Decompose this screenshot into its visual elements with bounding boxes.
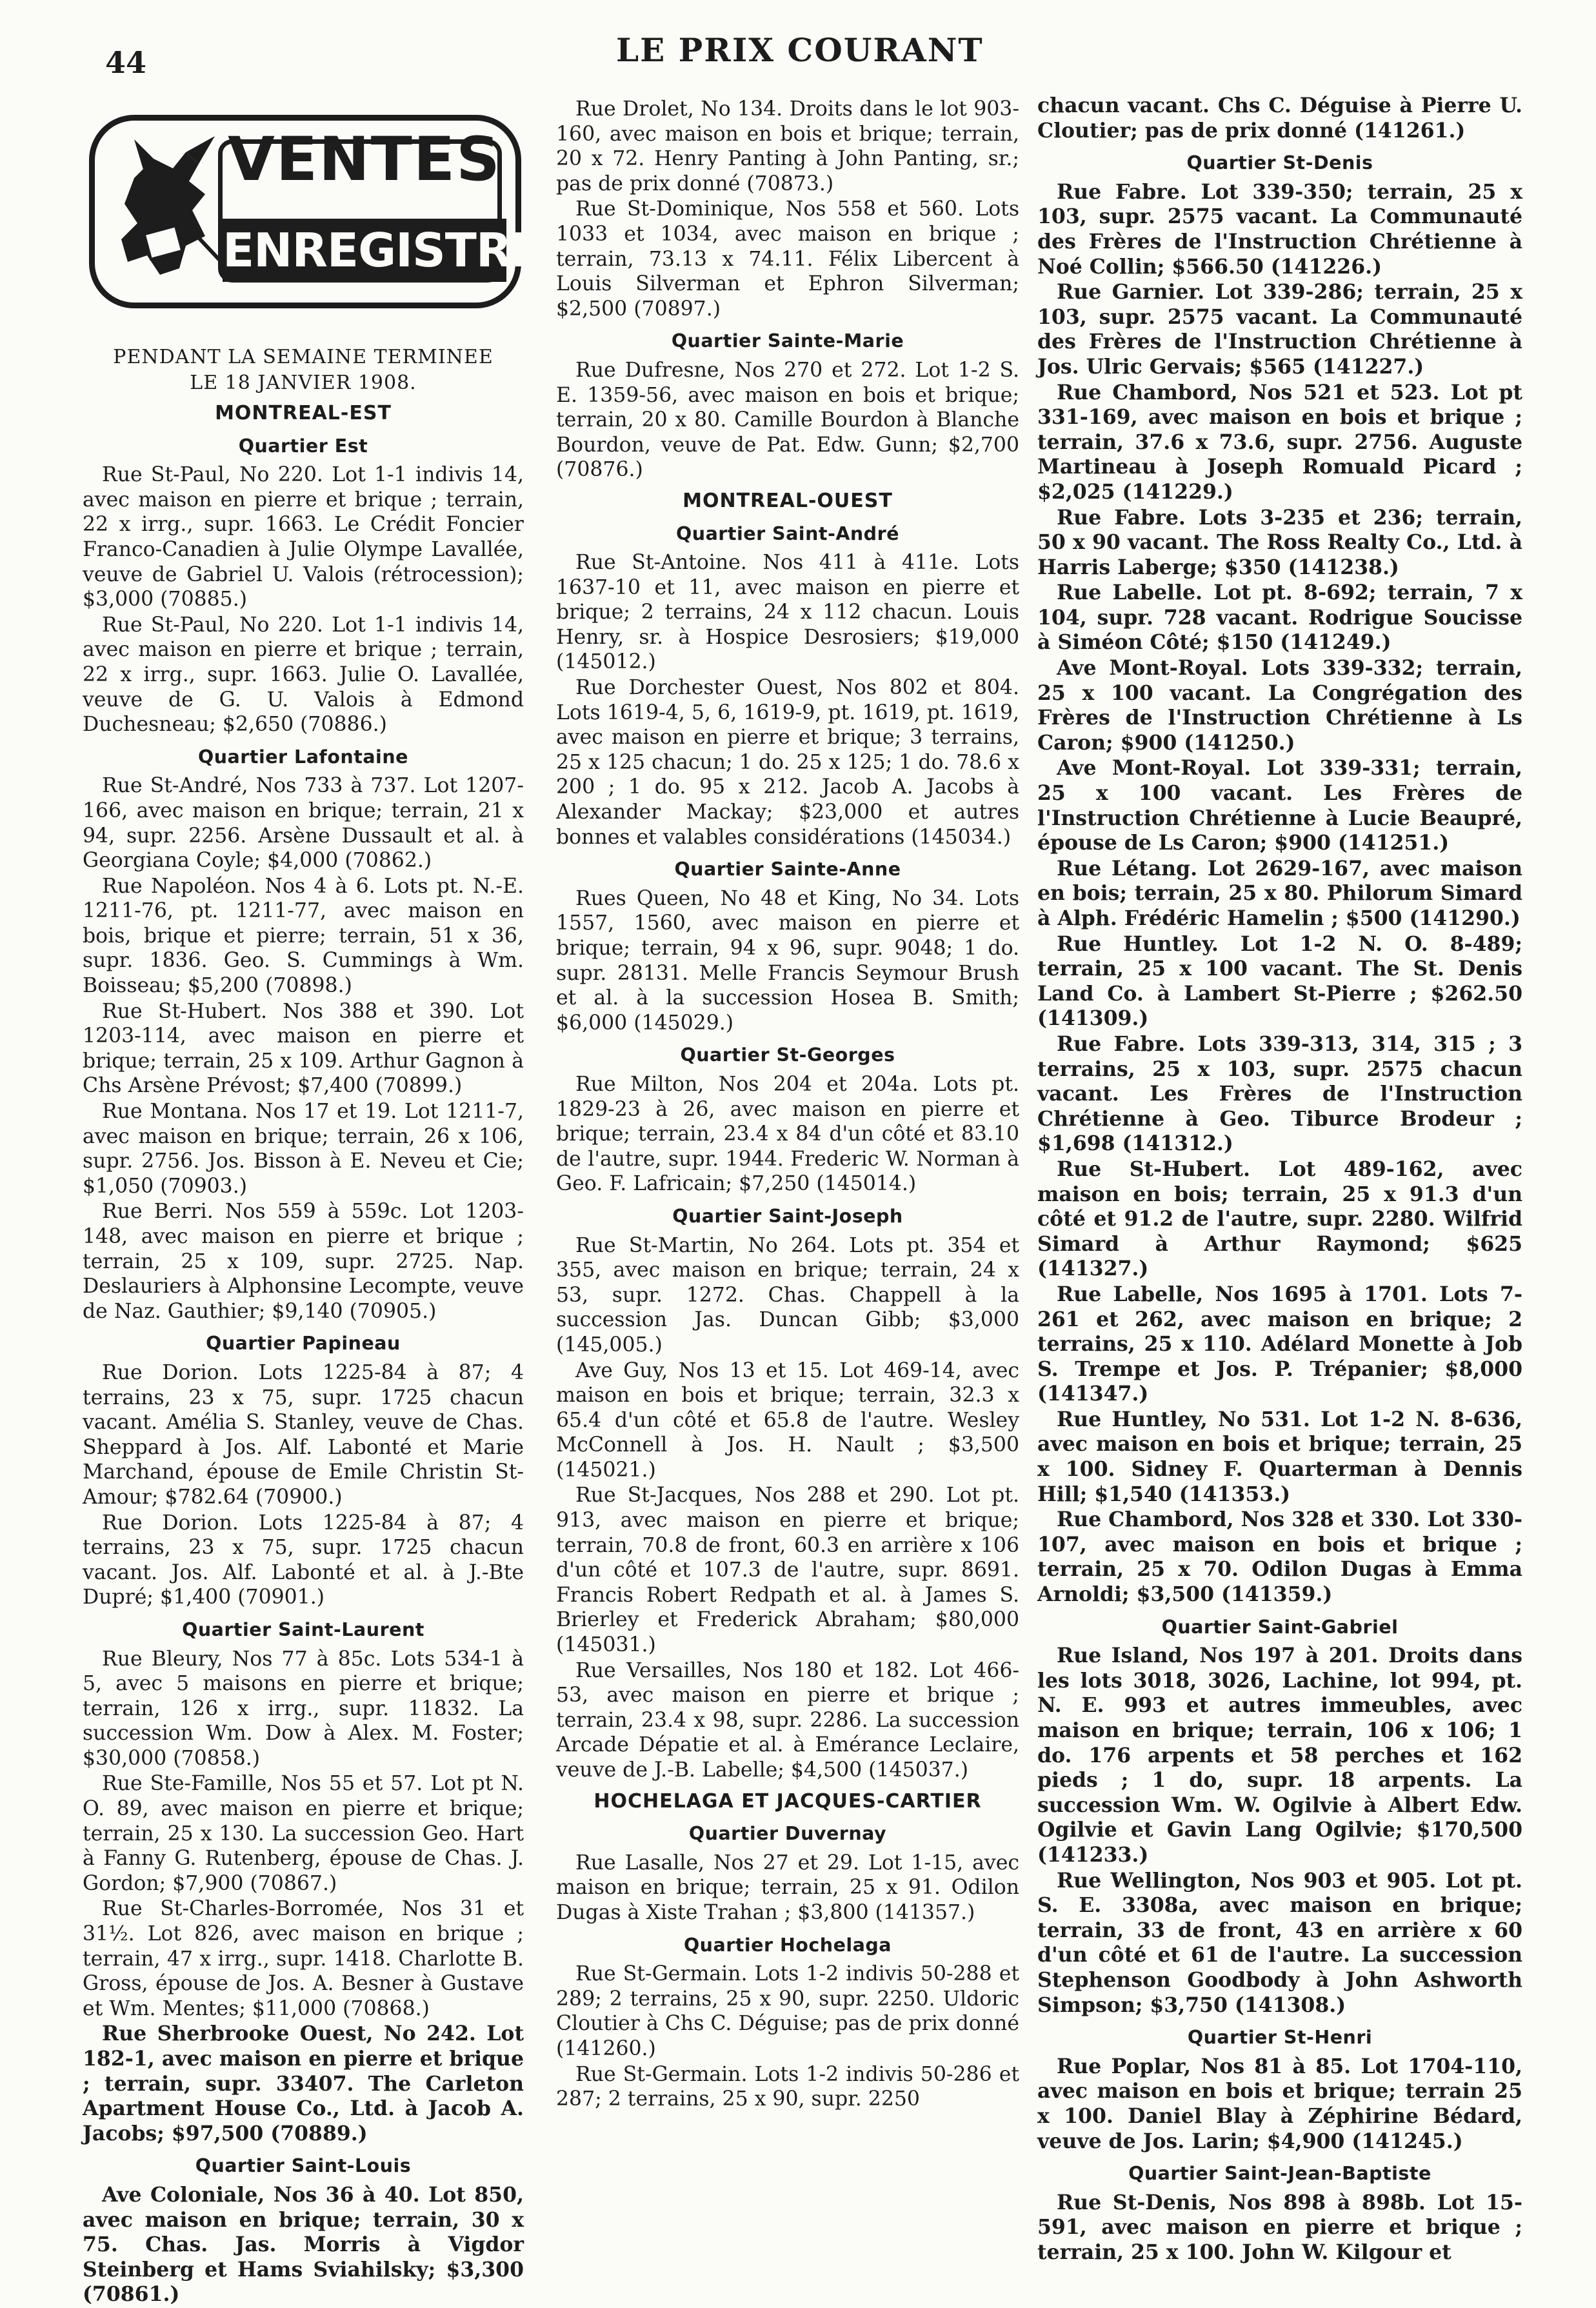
sale-entry: Rue Drolet, No 134. Droits dans le lot 903-160, avec maison en bois et brique; terrain, 20 x 72. Henry Panting à John Panting, sr.; pas de prix donné (70873.) [556, 97, 1019, 195]
logo-title-line2: ENREGISTRÉES [223, 219, 506, 282]
sale-entry: Rue St-Martin, No 264. Lots pt. 354 et 355, avec maison en brique; terrain, 24 x 53, supr. 1272. Chas. Chappell à la succession Jas. Duncan Gibb; $3,000 (145,005.) [556, 1233, 1019, 1357]
sale-entry: Rue Dufresne, Nos 270 et 272. Lot 1-2 S. E. 1359-56, avec maison en bois et brique; terrain, 20 x 80. Camille Bourdon à Blanche Bourdon, veuve de Pat. Edw. Gunn; $2,700 (70876.) [556, 358, 1019, 482]
quarter-heading: Quartier Sainte-Marie [671, 330, 904, 352]
sale-entry: Rue Montana. Nos 17 et 19. Lot 1211-7, avec maison en brique; terrain, 26 x 106, supr. 2756. Jos. Bisson à E. Neveu et Cie; $1,050 (70903.) [83, 1100, 524, 1198]
sale-entry: Rue Dorion. Lots 1225-84 à 87; 4 terrains, 23 x 75, supr. 1725 chacun vacant. Amélia S. Stanley, veuve de Chas. Sheppard à Jos. Alf. Labonté et Marie Marchand, épouse de Emile Christin St-Amour; $782.64 (70900.) [83, 1360, 524, 1509]
sale-entry: Rue St-Jacques, Nos 288 et 290. Lot pt. 913, avec maison en pierre et brique; terrain, 70.8 de front, 60.3 en arrière x 106 d'un côté et 107.3 de l'autre, supr. 8691. Francis Robert Redpath et al. à James S. Brierley et Frederick Abraham; $80,000 (145031.) [556, 1484, 1019, 1657]
sale-entry: Rue Labelle. Lot pt. 8-692; terrain, 7 x 104, supr. 728 vacant. Rodrigue Soucisse à Siméon Côté; $150 (141249.) [1037, 581, 1522, 655]
sale-entry: Rue Huntley. Lot 1-2 N. O. 8-489; terrain, 25 x 100 vacant. The St. Denis Land Co. à Lambert St-Pierre ; $262.50 (141309.) [1037, 931, 1522, 1031]
sale-entry: Rue Labelle, Nos 1695 à 1701. Lots 7-261 et 262, avec maison en brique; 2 terrains, 25 x 110. Adélard Monette à Job S. Trempe et Jos. P. Trépanier; $8,000 (141347.) [1037, 1282, 1522, 1406]
sale-entry: Rue Garnier. Lot 339-286; terrain, 25 x 103, supr. 2575 vacant. La Communauté des Frères de l'Instruction Chrétienne à Jos. Ulric Gervais; $565 (141227.) [1037, 280, 1522, 379]
sale-entry: Rue Island, Nos 197 à 201. Droits dans les lots 3018, 3026, Lachine, lot 994, pt. N. E. 993 et autres immeubles, avec maison en brique; terrain, 106 x 106; 1 do. 176 arpents et 58 perches et 162 pieds ; 1 do, supr. 18 arpents. La succession Wm. W. Ogilvie à Albert Edw. Ogilvie et Gavin Lang Ogilvie; $170,500 (141233.) [1037, 1644, 1522, 1867]
sale-entry: Rue Napoléon. Nos 4 à 6. Lots pt. N.-E. 1211-76, pt. 1211-77, avec maison en bois, brique et pierre; terrain, 51 x 36, supr. 1836. Geo. S. Cummings à Wm. Boisseau; $5,200 (70898.) [83, 874, 524, 998]
herald-figure-icon [108, 133, 231, 288]
quarter-heading: Quartier Saint-André [676, 522, 899, 544]
sale-entry: Ave Coloniale, Nos 36 à 40. Lot 850, avec maison en brique; terrain, 30 x 75. Chas. Jas. Morris à Vigdor Steinberg et Hams Sviahilsky; $3,300 (70861.) [83, 2182, 524, 2307]
quarter-heading: Quartier Est [238, 435, 368, 457]
sale-entry: Rue Milton, Nos 204 et 204a. Lots pt. 1829-23 à 26, avec maison en pierre et brique; terrain, 23.4 x 84 d'un côté et 83.10 de l'autre, supr. 1944. Frederic W. Norman à Geo. F. Lafricain; $7,250 (145014.) [556, 1072, 1019, 1196]
sale-entry: Rue Dorchester Ouest, Nos 802 et 804. Lots 1619-4, 5, 6, 1619-9, pt. 1619, pt. 1619, avec maison en pierre et brique; 3 terrains, 25 x 125 chacun; 1 do. 25 x 125; 1 do. 78.6 x 200 ; 1 do. 95 x 212. Jacob A. Jacobs à Alexander Mackay; $23,000 et autres bonnes et valables considérations (145034.) [556, 676, 1019, 849]
sale-entry: Rues Queen, No 48 et King, No 34. Lots 1557, 1560, avec maison en pierre et brique; terrain, 94 x 96, supr. 9048; 1 do. supr. 28131. Melle Francis Seymour Brush et al. à la succession Hosea B. Smith; $6,000 (145029.) [556, 886, 1019, 1035]
column-3 [1037, 94, 1522, 2265]
sale-entry: chacun vacant. Chs C. Déguise à Pierre U. Cloutier; pas de prix donné (141261.) [1037, 94, 1522, 143]
quarter-heading: Quartier Saint-Louis [195, 2155, 412, 2177]
quarter-heading: Quartier Sainte-Anne [674, 859, 901, 880]
quarter-heading: Quartier Saint-Laurent [182, 1618, 424, 1640]
sale-entry: Rue Poplar, Nos 81 à 85. Lot 1704-110, avec maison en bois et brique; terrain 25 x 100. Daniel Blay à Zéphirine Bédard, veuve de Jos. Larin; $4,900 (141245.) [1037, 2054, 1522, 2153]
column-1-body [83, 401, 524, 2307]
sale-entry: Rue St-Hubert. Nos 388 et 390. Lot 1203-114, avec maison en pierre et brique; terrain, 25 x 109. Arthur Gagnon à Chs Arsène Prévost; $7,400 (70899.) [83, 999, 524, 1098]
running-title: LE PRIX COURANT [616, 31, 984, 69]
caption-line1: PENDANT LA SEMAINE TERMINEE [113, 346, 494, 368]
sale-entry: Rue St-Germain. Lots 1-2 indivis 50-288 et 289; 2 terrains, 25 x 90, supr. 2250. Uldoric Cloutier à Chs C. Déguise; pas de prix donné (141260.) [556, 1962, 1019, 2060]
quarter-heading: Quartier Saint-Joseph [672, 1205, 903, 1227]
sale-entry: Rue Létang. Lot 2629-167, avec maison en bois; terrain, 25 x 80. Philorum Simard à Alph. Frédéric Hamelin ; $500 (141290.) [1037, 856, 1522, 930]
sale-entry: Rue St-Charles-Borromée, Nos 31 et 31½. Lot 826, avec maison en brique ; terrain, 47 x irrg., supr. 1418. Charlotte B. Gross, épouse de Jos. A. Besner à Gustave et Wm. Mentes; $11,000 (70868.) [83, 1897, 524, 2020]
sale-entry: Rue St-André, Nos 733 à 737. Lot 1207-166, avec maison en brique; terrain, 21 x 94, supr. 2256. Arsène Dussault et al. à Georgiana Coyle; $4,000 (70862.) [83, 774, 524, 873]
sale-entry: Rue Chambord, Nos 521 et 523. Lot pt 331-169, avec maison en bois et brique ; terrain, 37.6 x 73.6, supr. 2756. Auguste Martineau à Joseph Romuald Picard ; $2,025 (141229.) [1037, 380, 1522, 504]
sale-entry: Rue Berri. Nos 559 à 559c. Lot 1203-148, avec maison en pierre et brique ; terrain, 25 x 109, supr. 2725. Nap. Deslauriers à Alphonsine Lecompte, veuve de Naz. Gauthier; $9,140 (70905.) [83, 1200, 524, 1323]
quarter-heading: Quartier Saint-Jean-Baptiste [1128, 2163, 1431, 2185]
quarter-heading: Quartier Lafontaine [198, 746, 408, 768]
logo-panel [218, 124, 606, 283]
sale-entry: Ave Guy, Nos 13 et 15. Lot 469-14, avec maison en bois et brique; terrain, 32.3 x 65.4 d'un côté et 65.8 de l'autre. Wesley McConnell à Jos. H. Nault ; $3,500 (145021.) [556, 1358, 1019, 1482]
ventes-enregistrees-logo [89, 115, 606, 328]
sale-entry: Rue St-Germain. Lots 1-2 indivis 50-286 et 287; 2 terrains, 25 x 90, supr. 2250 [556, 2062, 1019, 2111]
quarter-heading: Quartier Hochelaga [683, 1934, 892, 1956]
sale-entry: Rue St-Paul, No 220. Lot 1-1 indivis 14, avec maison en pierre et brique ; terrain, 22 x irrg., supr. 1663. Le Crédit Foncier Franco-Canadien à Julie Olympe Lavallée, veuve de Gabriel U. Valois (rétrocession); $3,000 (70885.) [83, 463, 524, 612]
sale-entry: Rue St-Dominique, Nos 558 et 560. Lots 1033 et 1034, avec maison en brique ; terrain, 73.13 x 74.11. Félix Libercent à Louis Silverman et Ephron Silverman; $2,500 (70897.) [556, 197, 1019, 321]
sale-entry: Rue Versailles, Nos 180 et 182. Lot 466-53, avec maison en pierre et brique ; terrain, 23.4 x 98, supr. 2286. La succession Arcade Dépatie et al. à Emérance Leclaire, veuve de J.-B. Labelle; $4,500 (145037.) [556, 1658, 1019, 1782]
sale-entry: Rue St-Paul, No 220. Lot 1-1 indivis 14, avec maison en pierre et brique ; terrain, 22 x irrg., supr. 1663. Julie O. Lavallée, veuve de G. U. Valois à Edmond Duchesneau; $2,650 (70886.) [83, 613, 524, 737]
district-heading: HOCHELAGA ET JACQUES-CARTIER [594, 1789, 982, 1813]
caption-line2: LE 18 JANVIER 1908. [190, 372, 417, 394]
quarter-heading: Quartier St-Henri [1187, 2027, 1373, 2049]
column-2 [556, 97, 1019, 2113]
quarter-heading: Quartier Papineau [206, 1333, 401, 1355]
sale-entry: Rue Bleury, Nos 77 à 85c. Lots 534-1 à 5, avec 5 maisons en pierre et brique; terrain, 126 x irrg., supr. 11832. La succession Wm. Dow à Alex. M. Foster; $30,000 (70858.) [83, 1647, 524, 1770]
page-number: 44 [105, 45, 147, 80]
sale-entry: Rue Ste-Famille, Nos 55 et 57. Lot pt N. O. 89, avec maison en pierre et brique; terrain, 25 x 130. La succession Geo. Hart à Fanny G. Rutenberg, épouse de Chas. J. Gordon; $7,900 (70867.) [83, 1772, 524, 1895]
sale-entry: Rue Fabre. Lot 339-350; terrain, 25 x 103, supr. 2575 vacant. La Communauté des Frères de l'Instruction Chrétienne à Noé Collin; $566.50 (141226.) [1037, 179, 1522, 279]
quarter-heading: Quartier St-Georges [680, 1044, 895, 1066]
sale-entry: Rue Huntley, No 531. Lot 1-2 N. 8-636, avec maison en bois et brique; terrain, 25 x 100. Sidney F. Quarterman à Dennis Hill; $1,540 (141353.) [1037, 1407, 1522, 1506]
district-heading: MONTREAL-OUEST [683, 489, 893, 512]
sale-entry: Rue Lasalle, Nos 27 et 29. Lot 1-15, avec maison en brique; terrain, 25 x 91. Odilon Dugas à Xiste Trahan ; $3,800 (141357.) [556, 1851, 1019, 1924]
district-heading: MONTREAL-EST [215, 402, 392, 424]
sale-entry: Rue St-Hubert. Lot 489-162, avec maison en bois; terrain, 25 x 91.3 d'un côté et 91.2 de l'autre, supr. 2280. Wilfrid Simard à Arthur Raymond; $625 (141327.) [1037, 1157, 1522, 1281]
sale-entry: Rue Sherbrooke Ouest, No 242. Lot 182-1, avec maison en pierre et brique ; terrain, supr. 33407. The Carleton Apartment House Co., Ltd. à Jacob A. Jacobs; $97,500 (70889.) [83, 2022, 524, 2145]
logo-title-line1: VENTES [228, 124, 501, 195]
sale-entry: Rue Fabre. Lots 339-313, 314, 315 ; 3 terrains, 25 x 103, supr. 2575 chacun vacant. Les Frères de l'Instruction Chrétienne à Geo. Tiburce Brodeur ; $1,698 (141312.) [1037, 1031, 1522, 1156]
sale-entry: Rue Wellington, Nos 903 et 905. Lot pt. S. E. 3308a, avec maison en brique; terrain, 33 de front, 43 en arrière x 60 d'un côté et 61 de l'autre. La succession Stephenson Goodbody à John Ashworth Simpson; $3,750 (141308.) [1037, 1868, 1522, 2017]
quarter-heading: Quartier Saint-Gabriel [1161, 1616, 1399, 1638]
sale-entry: Rue St-Denis, Nos 898 à 898b. Lot 15-591, avec maison en pierre et brique ; terrain, 25 x 100. John W. Kilgour et [1037, 2190, 1522, 2264]
sale-entry: Rue Dorion. Lots 1225-84 à 87; 4 terrains, 23 x 75, supr. 1725 chacun vacant. Jos. Alf. Labonté et al. à J.-Bte Dupré; $1,400 (70901.) [83, 1511, 524, 1609]
sale-entry: Rue Chambord, Nos 328 et 330. Lot 330-107, avec maison en bois et brique ; terrain, 25 x 70. Odilon Dugas à Emma Arnoldi; $3,500 (141359.) [1037, 1507, 1522, 1607]
sale-entry: Ave Mont-Royal. Lot 339-331; terrain, 25 x 100 vacant. Les Frères de l'Instruction Chrétienne à Lucie Beaupré, épouse de Ls Caron; $900 (141251.) [1037, 756, 1522, 855]
column-2-body [556, 97, 1019, 2112]
column-1 [83, 102, 606, 2308]
sale-entry: Rue St-Antoine. Nos 411 à 411e. Lots 1637-10 et 11, avec maison en pierre et brique; 2 terrains, 24 x 112 chacun. Louis Henry, sr. à Hospice Desrosiers; $19,000 (145012.) [556, 551, 1019, 674]
column-3-body [1037, 94, 1522, 2265]
quarter-heading: Quartier Duvernay [688, 1823, 887, 1845]
sale-entry: Ave Mont-Royal. Lots 339-332; terrain, 25 x 100 vacant. La Congrégation des Frères de l'Instruction Chrétienne à Ls Caron; $900 (141250.) [1037, 656, 1522, 755]
quarter-heading: Quartier St-Denis [1186, 152, 1373, 174]
sale-entry: Rue Fabre. Lots 3-235 et 236; terrain, 50 x 90 vacant. The Ross Realty Co., Ltd. à Harris Laberge; $350 (141238.) [1037, 505, 1522, 579]
